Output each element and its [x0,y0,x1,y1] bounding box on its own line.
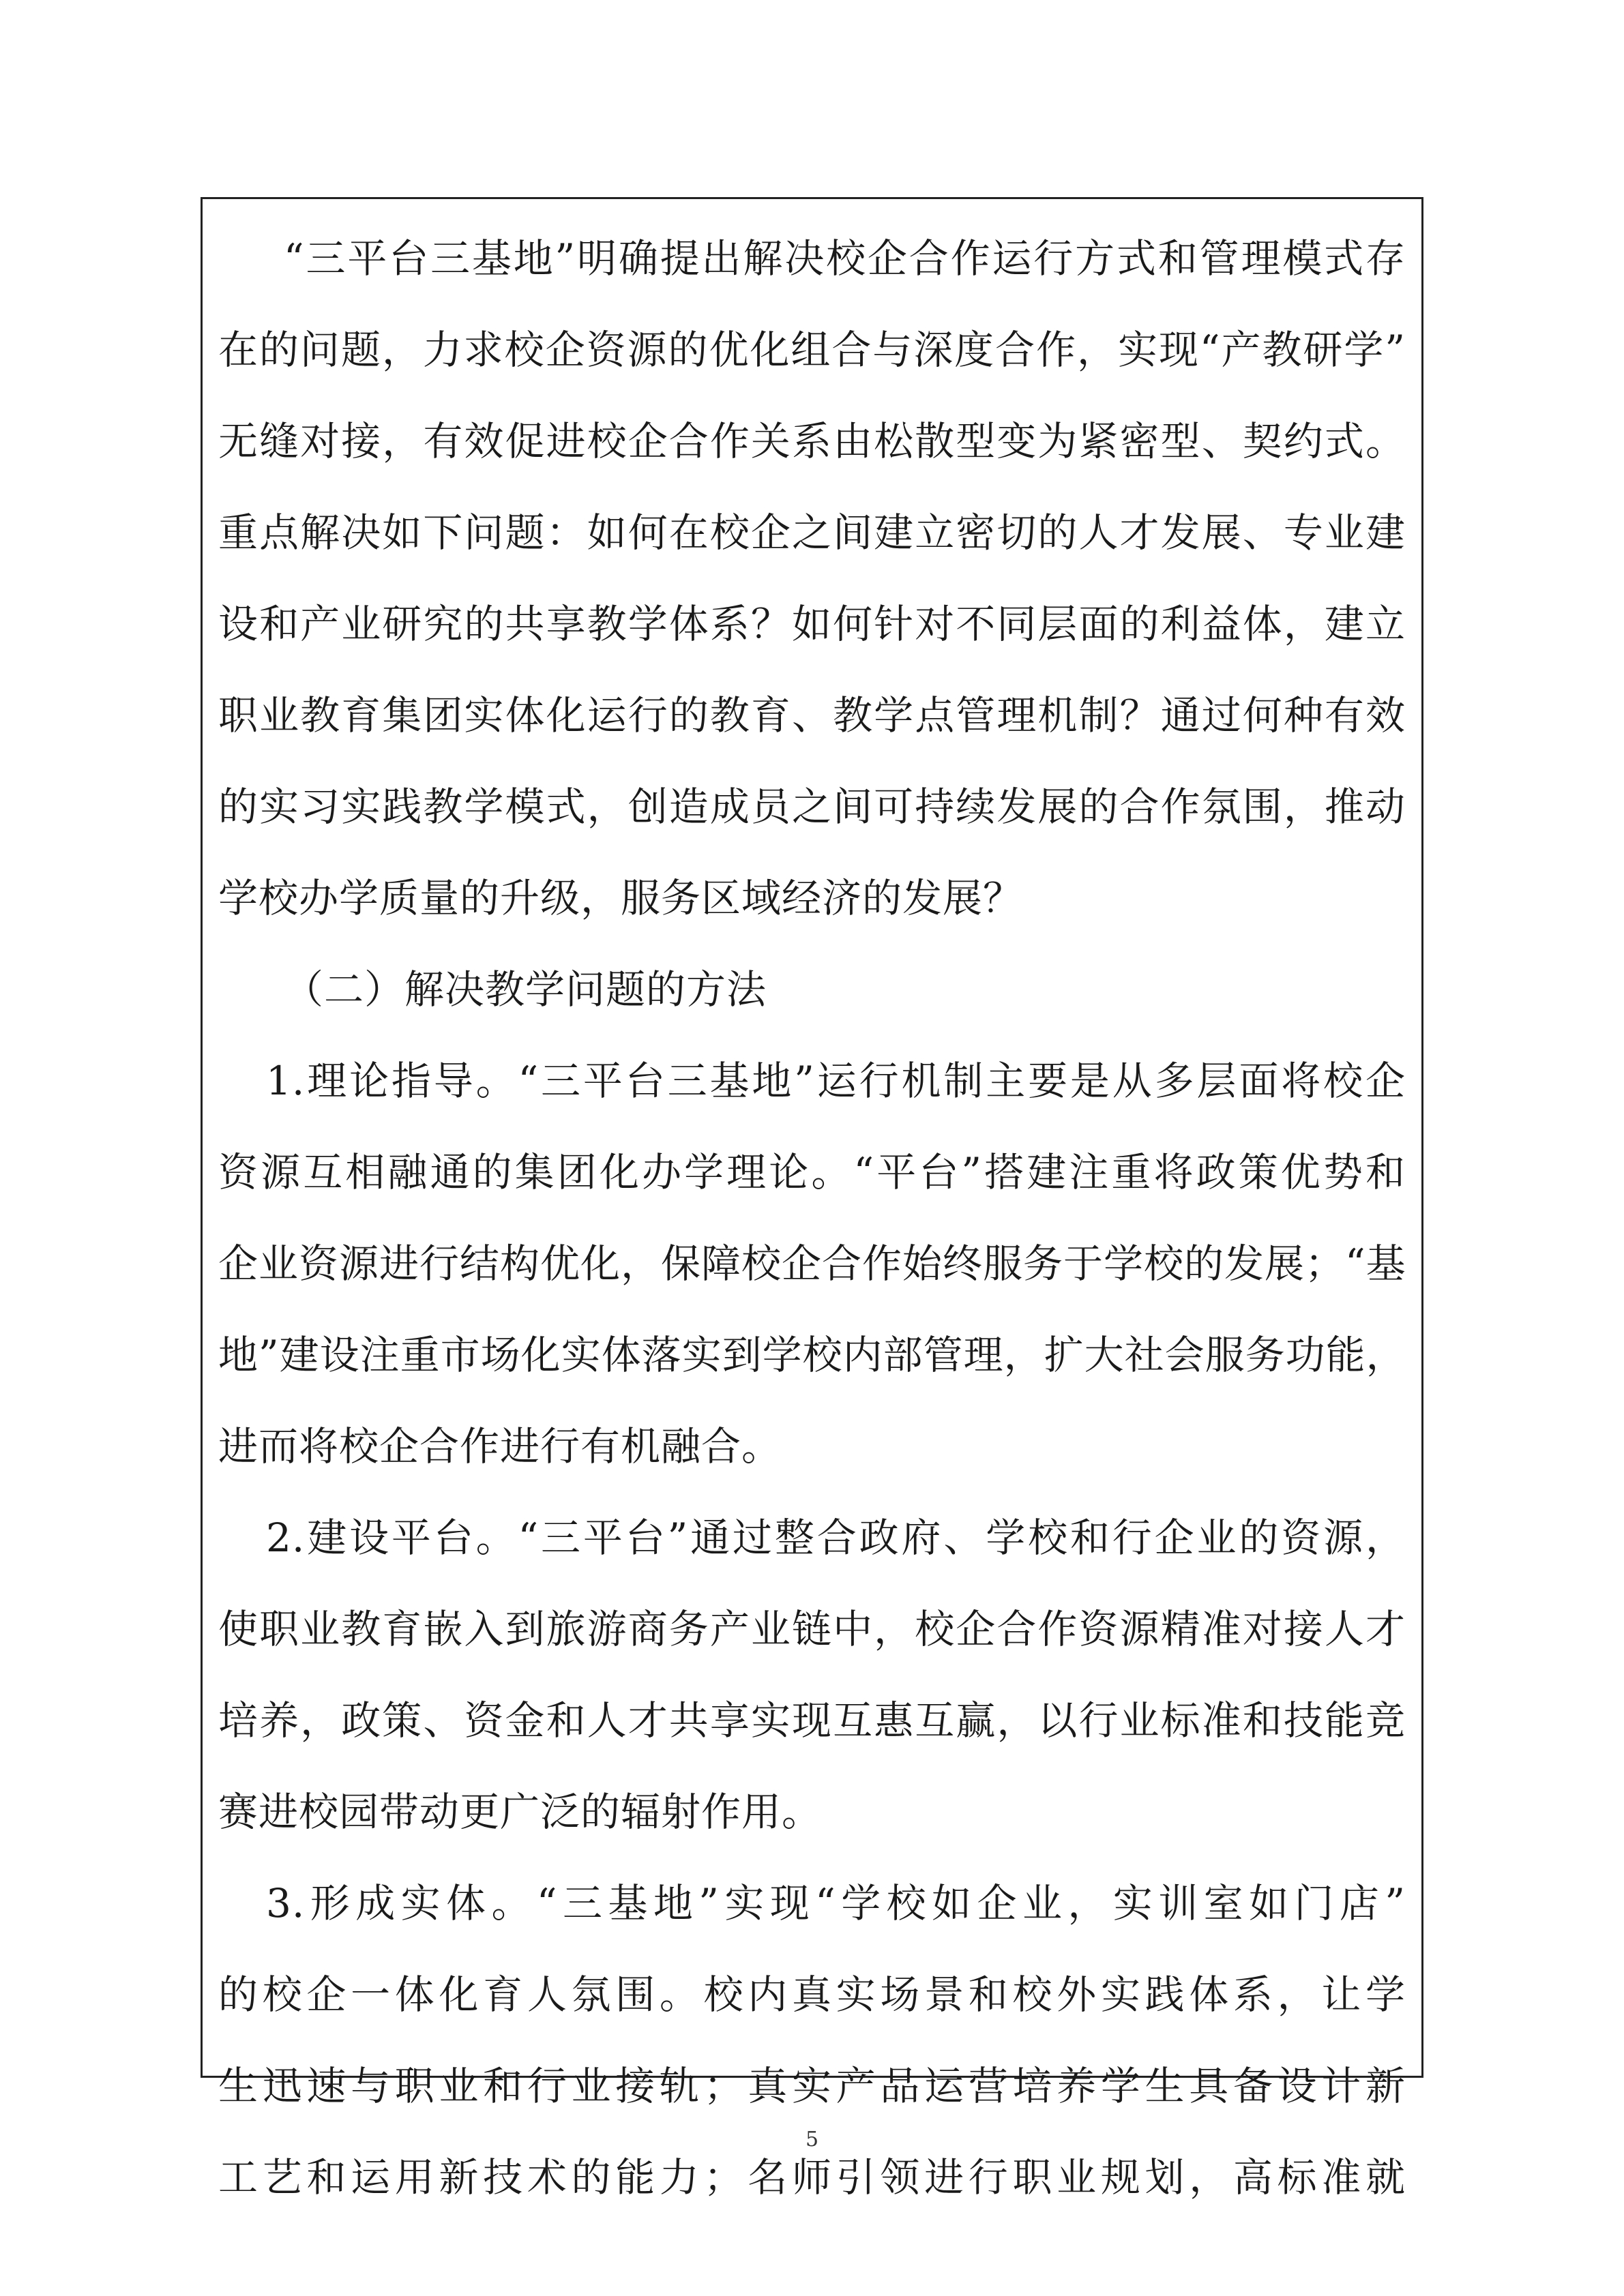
text-line: 的校企一体化育人氛围。校内真实场景和校外实践体系，让学 [218,1971,1406,2018]
text-line: 赛进校园带动更广泛的辐射作用。 [218,1789,823,1835]
text-line: 设和产业研究的共享教学体系？如何针对不同层面的利益体，建立 [218,601,1406,647]
text-line: 的实习实践教学模式，创造成员之间可持续发展的合作氛围，推动 [218,784,1406,830]
text-line: 生迅速与职业和行业接轨；真实产品运营培养学生具备设计新 [218,2063,1406,2109]
text-line: 在的问题，力求校企资源的优化组合与深度合作，实现“产教研学” [218,327,1406,373]
text-line: 资源互相融通的集团化办学理论。“平台”搭建注重将政策优势和 [218,1149,1406,1195]
table-frame [201,197,1423,2201]
text-line: 培养，政策、资金和人才共享实现互惠互赢，以行业标准和技能竞 [218,1697,1406,1744]
text-line: 1.理论指导。“三平台三基地”运行机制主要是从多层面将校企 [266,1058,1406,1104]
text-line: 职业教育集团实体化运行的教育、教学点管理机制？通过何种有效 [218,692,1406,739]
section-heading: （二）解决教学问题的方法 [284,966,767,1013]
text-line: 学校办学质量的升级，服务区域经济的发展？ [218,875,1024,921]
text-line: 工艺和运用新技术的能力；名师引领进行职业规划，高标准就 [218,2154,1406,2201]
text-line: 3.形成实体。“三基地”实现“学校如企业，实训室如门店” [266,1880,1406,1926]
text-line: 企业资源进行结构优化，保障校企合作始终服务于学校的发展；“基 [218,1240,1406,1287]
text-line: 使职业教育嵌入到旅游商务产业链中，校企合作资源精准对接人才 [218,1606,1406,1652]
text-line: “三平台三基地”明确提出解决校企合作运行方式和管理模式存 [284,235,1406,282]
page-number: 5 [805,2128,819,2151]
text-body [218,213,1406,2223]
text-line: 2.建设平台。“三平台”通过整合政府、学校和行企业的资源， [266,1515,1406,1561]
text-line: 无缝对接，有效促进校企合作关系由松散型变为紧密型、契约式。 [218,418,1406,464]
text-line: 地”建设注重市场化实体落实到学校内部管理，扩大社会服务功能， [218,1332,1406,1378]
text-line: 重点解决如下问题：如何在校企之间建立密切的人才发展、专业建 [218,509,1406,556]
text-line: 进而将校企合作进行有机融合。 [218,1423,782,1470]
